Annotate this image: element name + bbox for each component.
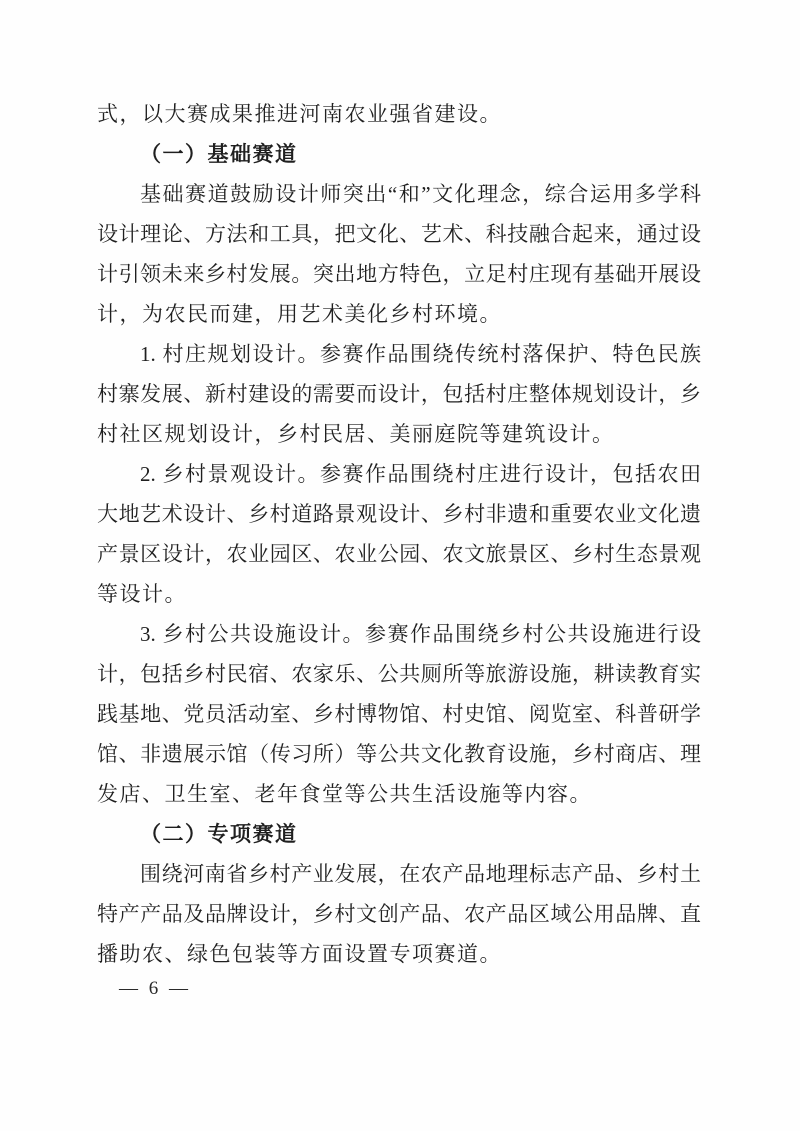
text-line: 3. 乡村公共设施设计。参赛作品围绕乡村公共设施进行设 bbox=[140, 622, 701, 646]
section-heading: （二）专项赛道 bbox=[140, 822, 298, 846]
text-line: 特产产品及品牌设计，乡村文创产品、农产品区域公用品牌、直 bbox=[97, 902, 701, 926]
text-line: 计，包括乡村民宿、农家乐、公共厕所等旅游设施，耕读教育实 bbox=[97, 662, 701, 686]
text-line: 大地艺术设计、乡村道路景观设计、乡村非遗和重要农业文化遗 bbox=[97, 502, 701, 526]
text-line: 式，以大赛成果推进河南农业强省建设。 bbox=[97, 102, 502, 126]
text-line: 馆、非遗展示馆（传习所）等公共文化教育设施，乡村商店、理 bbox=[97, 742, 701, 766]
document-body bbox=[97, 94, 701, 974]
text-line: 1. 村庄规划设计。参赛作品围绕传统村落保护、特色民族 bbox=[140, 342, 701, 366]
text-line: 践基地、党员活动室、乡村博物馆、村史馆、阅览室、科普研学 bbox=[97, 702, 701, 726]
document-content bbox=[97, 94, 701, 1000]
text-line: 发店、卫生室、老年食堂等公共生活设施等内容。 bbox=[97, 782, 592, 806]
text-line: 基础赛道鼓励设计师突出“和”文化理念，综合运用多学科 bbox=[140, 182, 701, 206]
text-line: 村寨发展、新村建设的需要而设计，包括村庄整体规划设计，乡 bbox=[97, 382, 701, 406]
text-line: 产景区设计，农业园区、农业公园、农文旅景区、乡村生态景观 bbox=[97, 542, 701, 566]
text-line: 计，为农民而建，用艺术美化乡村环境。 bbox=[97, 302, 502, 326]
text-line: 设计理论、方法和工具，把文化、艺术、科技融合起来，通过设 bbox=[97, 222, 701, 246]
section-heading: （一）基础赛道 bbox=[140, 142, 298, 166]
text-line: 2. 乡村景观设计。参赛作品围绕村庄进行设计，包括农田 bbox=[140, 462, 701, 486]
text-line: 计引领未来乡村发展。突出地方特色，立足村庄现有基础开展设 bbox=[97, 262, 701, 286]
text-line: 播助农、绿色包装等方面设置专项赛道。 bbox=[97, 942, 502, 966]
text-line: 等设计。 bbox=[97, 582, 187, 606]
text-line: 围绕河南省乡村产业发展，在农产品地理标志产品、乡村土 bbox=[140, 862, 701, 886]
text-line: 村社区规划设计，乡村民居、美丽庭院等建筑设计。 bbox=[97, 422, 615, 446]
page-number: — 6 — bbox=[119, 978, 191, 999]
